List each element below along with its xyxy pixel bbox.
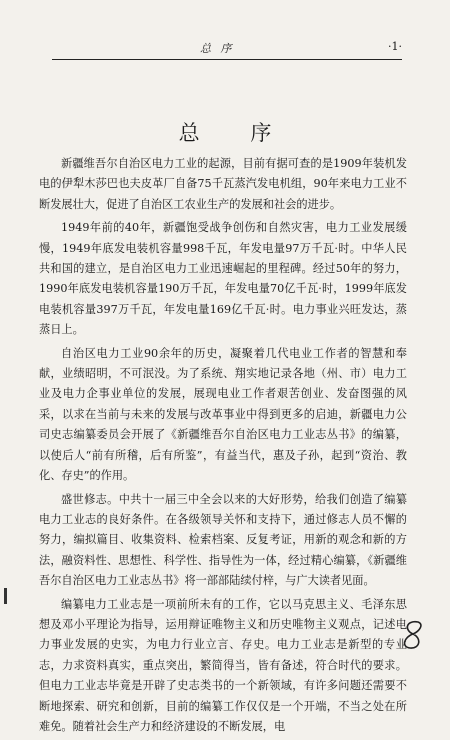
- paragraph-1: 新疆维吾尔自治区电力工业的起源，目前有据可查的是1909年装机发电的伊犁木莎巴也夫皮革厂自备75千瓦蒸汽发电机组，90年来电力工业不断发展壮大，促进了自治区工农业生产的发展和社会的进步。: [39, 157, 407, 211]
- paragraph-2: 1949年前的40年，新疆饱受战争创伤和自然灾害，电力工业发展缓慢，1949年底发电装机容量998千瓦，年发电量97万千瓦·时。中华人民共和国的建立，是自治区电力工业迅速崛起的里程碑。经过50年的努力，1990年底发电装机容量190万千瓦，年发电量70亿千瓦·时，1999年底发电装机容量397万千瓦，年发电量169亿千瓦·时。电力事业兴旺发达，蒸蒸日上。: [39, 221, 407, 337]
- paragraph-3: 自治区电力工业90余年的历史，凝聚着几代电业工作者的智慧和奉献，业绩昭明，不可泯没。为了系统、翔实地记录各地（州、市）电力工业及电力企事业单位的发展，展现电业工作者艰苦创业、发奋图强的风采，以求在当前与未来的发展与改革事业中得到更多的启迪，新疆电力公司史志编纂委员会开展了《新疆维吾尔自治区电力工业志丛书》的编纂，以使后人“前有所稽，后有所鉴”，有益当代，惠及子孙，起到“资治、教化、存史”的作用。: [39, 346, 407, 483]
- header-rule: [52, 59, 402, 60]
- scan-edge-mark: [4, 588, 7, 604]
- chapter-title: 总 序: [178, 121, 294, 145]
- handwritten-mark-icon: [398, 618, 428, 652]
- running-title: 总 序: [200, 42, 235, 55]
- running-head: [52, 40, 402, 54]
- body-text: [39, 154, 407, 740]
- page-number: ·1·: [388, 40, 402, 53]
- paragraph-4: 盛世修志。中共十一届三中全会以来的大好形势，给我们创造了编纂电力工业志的良好条件。在各级领导关怀和支持下，通过修志人员不懈的努力，编拟篇目、收集资料、检索档案、反复考证，用新的观念和新的方法，融资料性、思想性、科学性、指导性为一体，经过精心编纂，《新疆维吾尔自治区电力工业志丛书》将一部部陆续付梓，与广大读者见面。: [39, 492, 407, 588]
- paragraph-5: 编纂电力工业志是一项前所未有的工作，它以马克思主义、毛泽东思想及邓小平理论为指导，运用辩证唯物主义和历史唯物主义观点，记述电力事业发展的史实，为电力行业立言、存史。电力工业志是新型的专业志，力求资料真实，重点突出，繁简得当，皆有备述，符合时代的要求。但电力工业志毕竟是开辟了史志类书的一个新领域，有许多问题还需要不断地探索、研究和创新，目前的编纂工作仅仅是一个开端，不当之处在所难免。随着社会生产力和经济建设的不断发展，电: [39, 597, 407, 733]
